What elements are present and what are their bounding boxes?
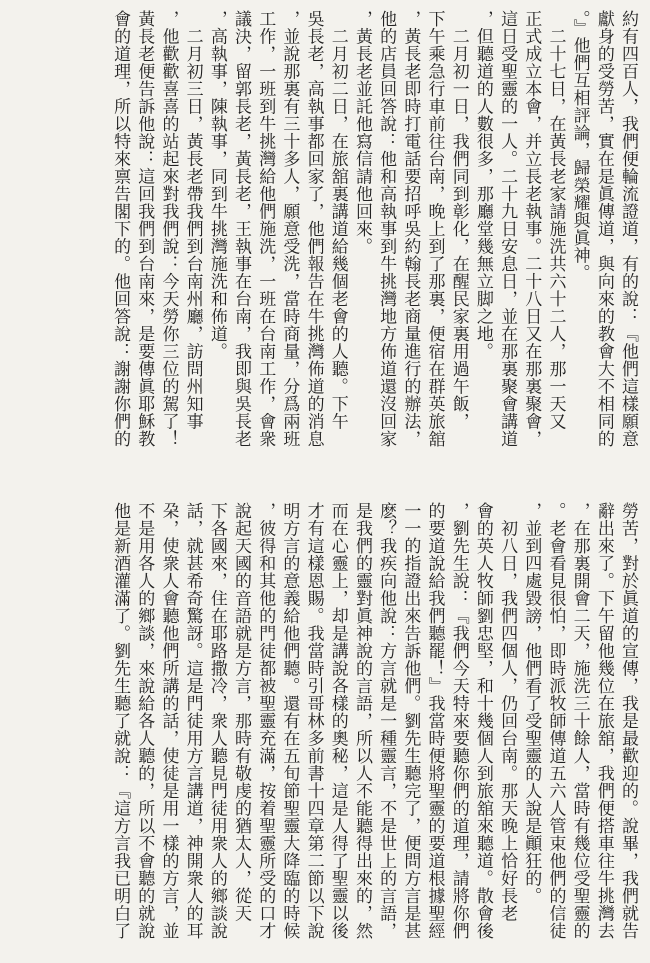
text-column: 獻身的受勞苦，實在是眞傳道，與向來的教會大不相同的 bbox=[593, 10, 614, 448]
text-column: ，但聽道的人數很多，那廳堂幾無立脚之地。 bbox=[472, 10, 493, 360]
text-column: ，並說那裏有三十多人，願意受洗，當時商量，分爲兩班 bbox=[279, 10, 300, 448]
text-column: 約有四百人，我們便輪流證道，有的說：『他們這樣願意 bbox=[618, 10, 638, 448]
text-column: ，他歡歡喜喜的站起來對我們說：今天勞你三位的駕了！ bbox=[158, 10, 179, 448]
lower-text-block bbox=[10, 502, 640, 954]
text-column: 他是新酒灌滿了。劉先生聽了就說：『這方言我已明白了 bbox=[110, 502, 131, 940]
text-column: 工作，一班到牛挑灣給他們施洗，一班在台南工作，會衆 bbox=[255, 10, 276, 448]
text-column: ，在那裏開會二天，施洗三十餘人，當時有幾位受聖靈的 bbox=[569, 502, 590, 940]
text-column: 會的英人牧師劉忠堅，和十幾個人到旅舘來聽道。散會後 bbox=[472, 502, 493, 940]
text-column: 初八日，我們四個人，仍回台南。那天晚上恰好長老 bbox=[497, 502, 518, 922]
text-column: 二月初二日，在旅舘裏講道給幾個老會的人聽。下午 bbox=[327, 10, 348, 430]
text-column: 下各國來，住在耶路撒冷，衆人聽見門徒用衆人的鄉談說 bbox=[206, 502, 227, 940]
text-column: 議決，留郭長老，黃長老，王執事在台南，我即與吳長老 bbox=[231, 10, 251, 448]
text-column: 二月初一日，我們同到彰化，在醒民家裏用過午飯， bbox=[448, 10, 469, 430]
upper-text-block bbox=[10, 10, 640, 455]
text-column: 朶，使衆人會聽他們所講的話，使徒是用一樣的方言，並 bbox=[158, 502, 179, 940]
text-column: 黃長老便告訴他說：這回我們到台南來，是要傳眞耶穌教 bbox=[134, 10, 155, 448]
text-column: 他的店員回答說：他和高執事到牛挑灣地方佈道還沒回家 bbox=[376, 10, 397, 448]
text-column: 這日受聖靈的一人。二十九日安息日，並在那裏聚會講道 bbox=[497, 10, 518, 448]
text-column: 麽？我疾向他說：方言就是一種靈言，不是世上的言語， bbox=[376, 502, 397, 940]
text-column: 。老會看見很怕，即時派牧師傳道五六人管束他們的信徒 bbox=[545, 502, 566, 940]
text-column: 下午乘急行車前往台南，晚上到了那裏，便宿在群英旅舘 bbox=[424, 10, 445, 448]
text-column: 勞苦，對於眞道的宣傳，我是最歡迎的。說畢，我們就告 bbox=[618, 502, 638, 940]
text-column: 吳長老，高執事都回家了，他們報告在牛挑灣佈道的消息 bbox=[303, 10, 324, 448]
text-column: ，黃長老並託他寫信請他回來。 bbox=[351, 10, 372, 255]
text-column: 二十七日，在黃長老家請施洗共六十二人，那一天又 bbox=[545, 10, 566, 430]
text-column: ，彼得和其他的門徒都被聖靈充滿，按着聖靈所受的口才 bbox=[255, 502, 276, 940]
text-column: 才有這樣恩賜。我當時引哥林多前書十四章第二節以下說 bbox=[303, 502, 324, 940]
text-column: 話，就甚希奇驚訝。這是門徒用方言講道，神開衆人的耳 bbox=[182, 502, 203, 940]
text-column: ，並到四處毀謗，他們看了受聖靈的人說是顚狂的。 bbox=[521, 502, 542, 905]
text-column: 不是用各人的鄉談，來說給各人聽的，所以不會聽的就說 bbox=[134, 502, 155, 940]
text-column: 的要道說給我們聽罷！』我當時便將聖靈的要道根據聖經 bbox=[424, 502, 445, 940]
text-column: 二月初三日，黃長老帶我們到台南州廳，訪問州知事 bbox=[182, 10, 203, 430]
text-column: ，黃長老即時打電話要招呼吳約翰長老商量進行的辦法， bbox=[400, 10, 421, 448]
text-column: 。』他們互相評論，歸榮耀與眞神。 bbox=[569, 10, 590, 282]
block-divider bbox=[0, 475, 650, 476]
text-column: 一一的指證出來告訴他們。劉先生聽完了，便問方言是甚 bbox=[400, 502, 421, 940]
text-column: 辭出來了。下午留他幾位在旅舘，我們便搭車往牛挑灣去 bbox=[593, 502, 614, 940]
text-column: 會的道理，所以特來禀告閣下的。他回答說：謝謝你們的 bbox=[110, 10, 131, 448]
text-column: 說起天國的音語就是方言，那時有敬虔的猶太人，從天 bbox=[231, 502, 251, 922]
text-column: ，劉先生說：『我們今天特來要聽你們的道理，請將你們 bbox=[448, 502, 469, 940]
text-column: 正式成立本會，并立長老執事。二十八日又在那裏聚會， bbox=[521, 10, 542, 448]
text-column: 明方言的意義給他們聽。還有在五旬節聖靈大降臨的時候 bbox=[279, 502, 300, 940]
text-column: 是我們的靈對眞神說的言語，所以人不能聽得出來的，然 bbox=[351, 502, 372, 940]
text-column: 而在心靈上，却是講說各樣的奧秘，這是人得了聖靈以後 bbox=[327, 502, 348, 940]
text-column: ，高執事，陳執事，同到牛挑灣施洗和佈道。 bbox=[206, 10, 227, 360]
